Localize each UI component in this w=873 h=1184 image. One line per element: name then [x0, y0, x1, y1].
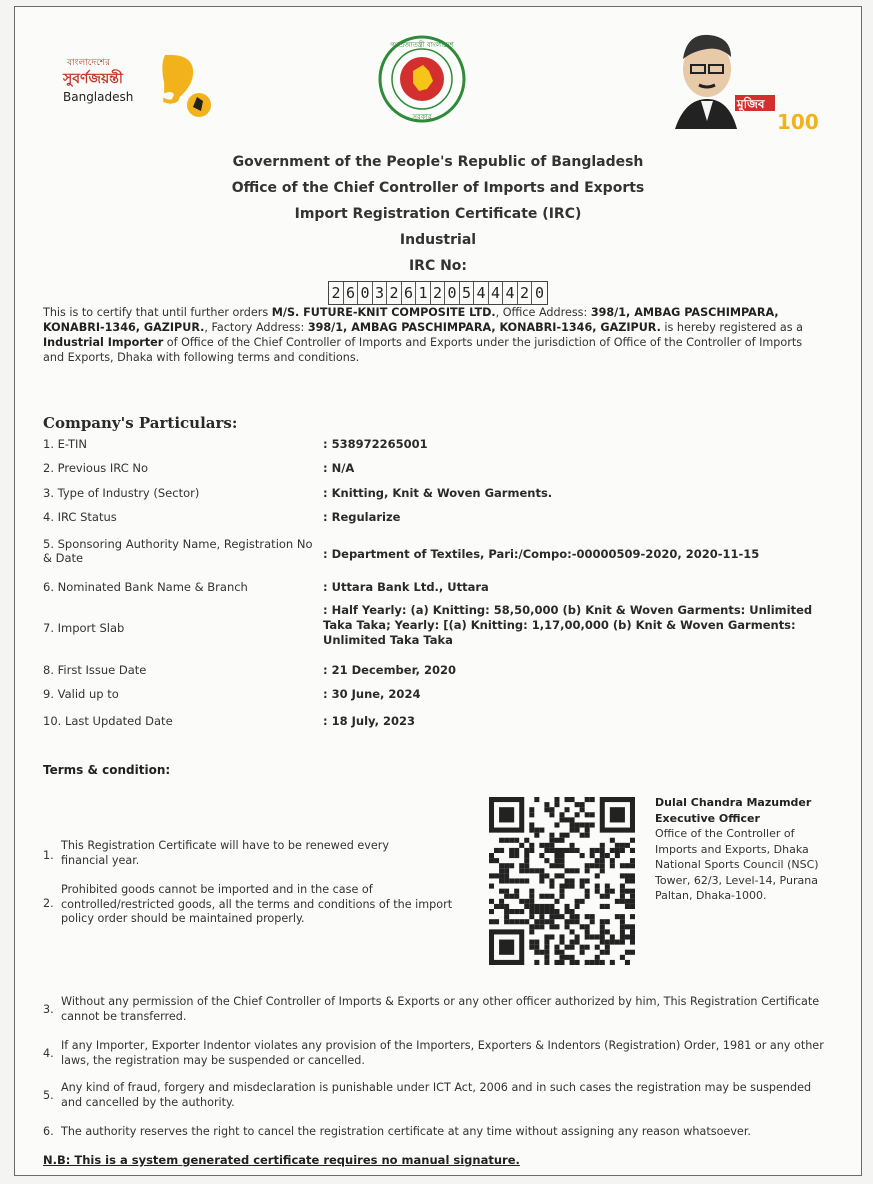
particular-value: : Uttara Bank Ltd., Uttara [323, 580, 489, 594]
particular-label: 9. Valid up to [43, 687, 119, 701]
irc-digit: 6 [402, 282, 417, 304]
signatory-block [655, 795, 825, 904]
svg-text:বাংলাদেশের: বাংলাদেশের [67, 58, 111, 68]
bangladesh-50-logo [57, 47, 217, 127]
particulars-title: Company's Particulars: [43, 414, 238, 432]
particular-label: 10. Last Updated Date [43, 714, 173, 728]
irc-digit: 0 [445, 282, 460, 304]
irc-digit: 5 [460, 282, 475, 304]
government-seal-logo [377, 33, 467, 125]
company-name: M/S. FUTURE-KNIT COMPOSITE LTD. [271, 306, 496, 319]
svg-text:5: 5 [161, 76, 182, 111]
term-number: 4. [43, 1047, 54, 1060]
intro-text-4: is hereby registered as a [660, 321, 803, 334]
irc-digit: 2 [431, 282, 446, 304]
term-text: Prohibited goods cannot be imported and in the case of controlled/restricted goods, all the terms and conditions of the import policy order should be maintained properly. [61, 883, 453, 925]
particular-value: : 18 July, 2023 [323, 714, 415, 728]
svg-text:সুবর্ণজয়ন্তী: সুবর্ণজয়ন্তী [63, 71, 123, 87]
terms-title: Terms & condition: [43, 763, 171, 777]
intro-text-3: , Factory Address: [204, 321, 308, 334]
irc-digit: 0 [358, 282, 373, 304]
irc-digit: 1 [416, 282, 431, 304]
header-line-2: Office of the Chief Controller of Imports and Exports [231, 180, 645, 196]
signatory-name: Dulal Chandra Mazumder [655, 796, 812, 809]
importer-role: Industrial Importer [43, 336, 164, 349]
signatory-address: National Sports Council (NSC) Tower, 62/3, Level-14, Purana Paltan, Dhaka-1000. [655, 858, 819, 902]
intro-text-2: , Office Address: [495, 306, 591, 319]
term-text: Any kind of fraud, forgery and misdeclaration is punishable under ICT Act, 2006 and in such cases the registration may be suspended and cancelled by the authority. [61, 1081, 812, 1109]
certificate-page [14, 6, 862, 1176]
certification-statement [43, 305, 823, 365]
particular-label: 1. E-TIN [43, 437, 88, 451]
term-text: Without any permission of the Chief Controller of Imports & Exports or any other officer authorized by him, This Registration Certificate cannot be transferred. [61, 995, 820, 1023]
irc-digit: 2 [329, 282, 344, 304]
particular-value: : 21 December, 2020 [323, 663, 456, 677]
irc-digit: 3 [373, 282, 388, 304]
particular-value: : 30 June, 2024 [323, 687, 421, 701]
term-number: 3. [43, 1003, 54, 1016]
factory-address: 398/1, AMBAG PASCHIMPARA, KONABRI-1346, GAZIPUR. [307, 321, 661, 334]
mujib-100-logo [665, 29, 819, 135]
particular-label: 4. IRC Status [43, 510, 117, 524]
term-number: 2. [43, 897, 54, 910]
term-number: 1. [43, 849, 54, 862]
irc-number-label: IRC No: [408, 258, 468, 274]
header-line-3: Import Registration Certificate (IRC) [294, 206, 582, 222]
header-line-1: Government of the People's Republic of Bangladesh [232, 154, 644, 170]
term-text: This Registration Certificate will have to be renewed every financial year. [61, 839, 389, 867]
particular-value: : Regularize [323, 510, 401, 524]
irc-digit: 4 [474, 282, 489, 304]
term-number: 6. [43, 1125, 54, 1138]
irc-number-boxes [328, 281, 548, 305]
particular-value: : N/A [323, 461, 355, 475]
particular-label: 5. Sponsoring Authority Name, Registration No & Date [43, 537, 313, 565]
term-text: If any Importer, Exporter Indentor violates any provision of the Importers, Exporters & Indentors (Registration) Order, 1981 or any other laws, the registration may be suspended or cancelled. [61, 1039, 824, 1067]
particular-value: : Knitting, Knit & Woven Garments. [323, 486, 553, 500]
irc-digit: 2 [518, 282, 533, 304]
term-number: 5. [43, 1089, 54, 1102]
qr-code[interactable] [489, 797, 635, 965]
irc-digit: 4 [503, 282, 518, 304]
irc-digit: 2 [387, 282, 402, 304]
header-line-4: Industrial [399, 232, 477, 248]
particular-label: 2. Previous IRC No [43, 461, 149, 475]
signatory-office: Office of the Controller of Imports and Exports, Dhaka [655, 827, 809, 856]
particular-label: 7. Import Slab [43, 621, 125, 635]
particular-label: 3. Type of Industry (Sector) [43, 486, 200, 500]
irc-digit: 0 [534, 284, 545, 302]
certificate-header [15, 149, 861, 305]
signatory-title: Executive Officer [655, 811, 760, 825]
intro-text-5: of Office of the Chief Controller of Imports and Exports under the jurisdiction of Office of the Controller of Imports and Exports, Dhaka with following terms and conditions. [43, 336, 803, 364]
particular-label: 6. Nominated Bank Name & Branch [43, 580, 248, 594]
particular-label: 8. First Issue Date [43, 663, 147, 677]
svg-text:100: 100 [777, 110, 819, 134]
svg-text:সরকার: সরকার [412, 113, 432, 121]
system-generated-note: N.B: This is a system generated certificate requires no manual signature. [43, 1153, 520, 1167]
irc-digit: 4 [489, 282, 504, 304]
irc-digit: 6 [344, 282, 359, 304]
svg-text:মুজিব: মুজিব [737, 97, 765, 111]
particular-value: : Half Yearly: (a) Knitting: 58,50,000 (b) Knit & Woven Garments: Unlimited Taka Taka; Yearly: [(a) Knitting: 1,17,00,000 (b) Knit & Woven Garments: Unlimited Taka Taka [323, 603, 813, 647]
term-text: The authority reserves the right to cancel the registration certificate at any time without assigning any reason whatsoever. [61, 1125, 751, 1138]
intro-text-1: This is to certify that until further orders [43, 306, 272, 319]
svg-text:Bangladesh: Bangladesh [63, 90, 134, 104]
svg-text:গণপ্রজাতন্ত্রী বাংলাদেশ: গণপ্রজাতন্ত্রী বাংলাদেশ [390, 41, 454, 49]
particular-value: : 538972265001 [323, 437, 428, 451]
office-address: 398/1, AMBAG PASCHIMPARA, KONABRI-1346, GAZIPUR. [43, 306, 779, 334]
particular-value: : Department of Textiles, Pari:/Compo:-00000509-2020, 2020-11-15 [323, 547, 760, 561]
